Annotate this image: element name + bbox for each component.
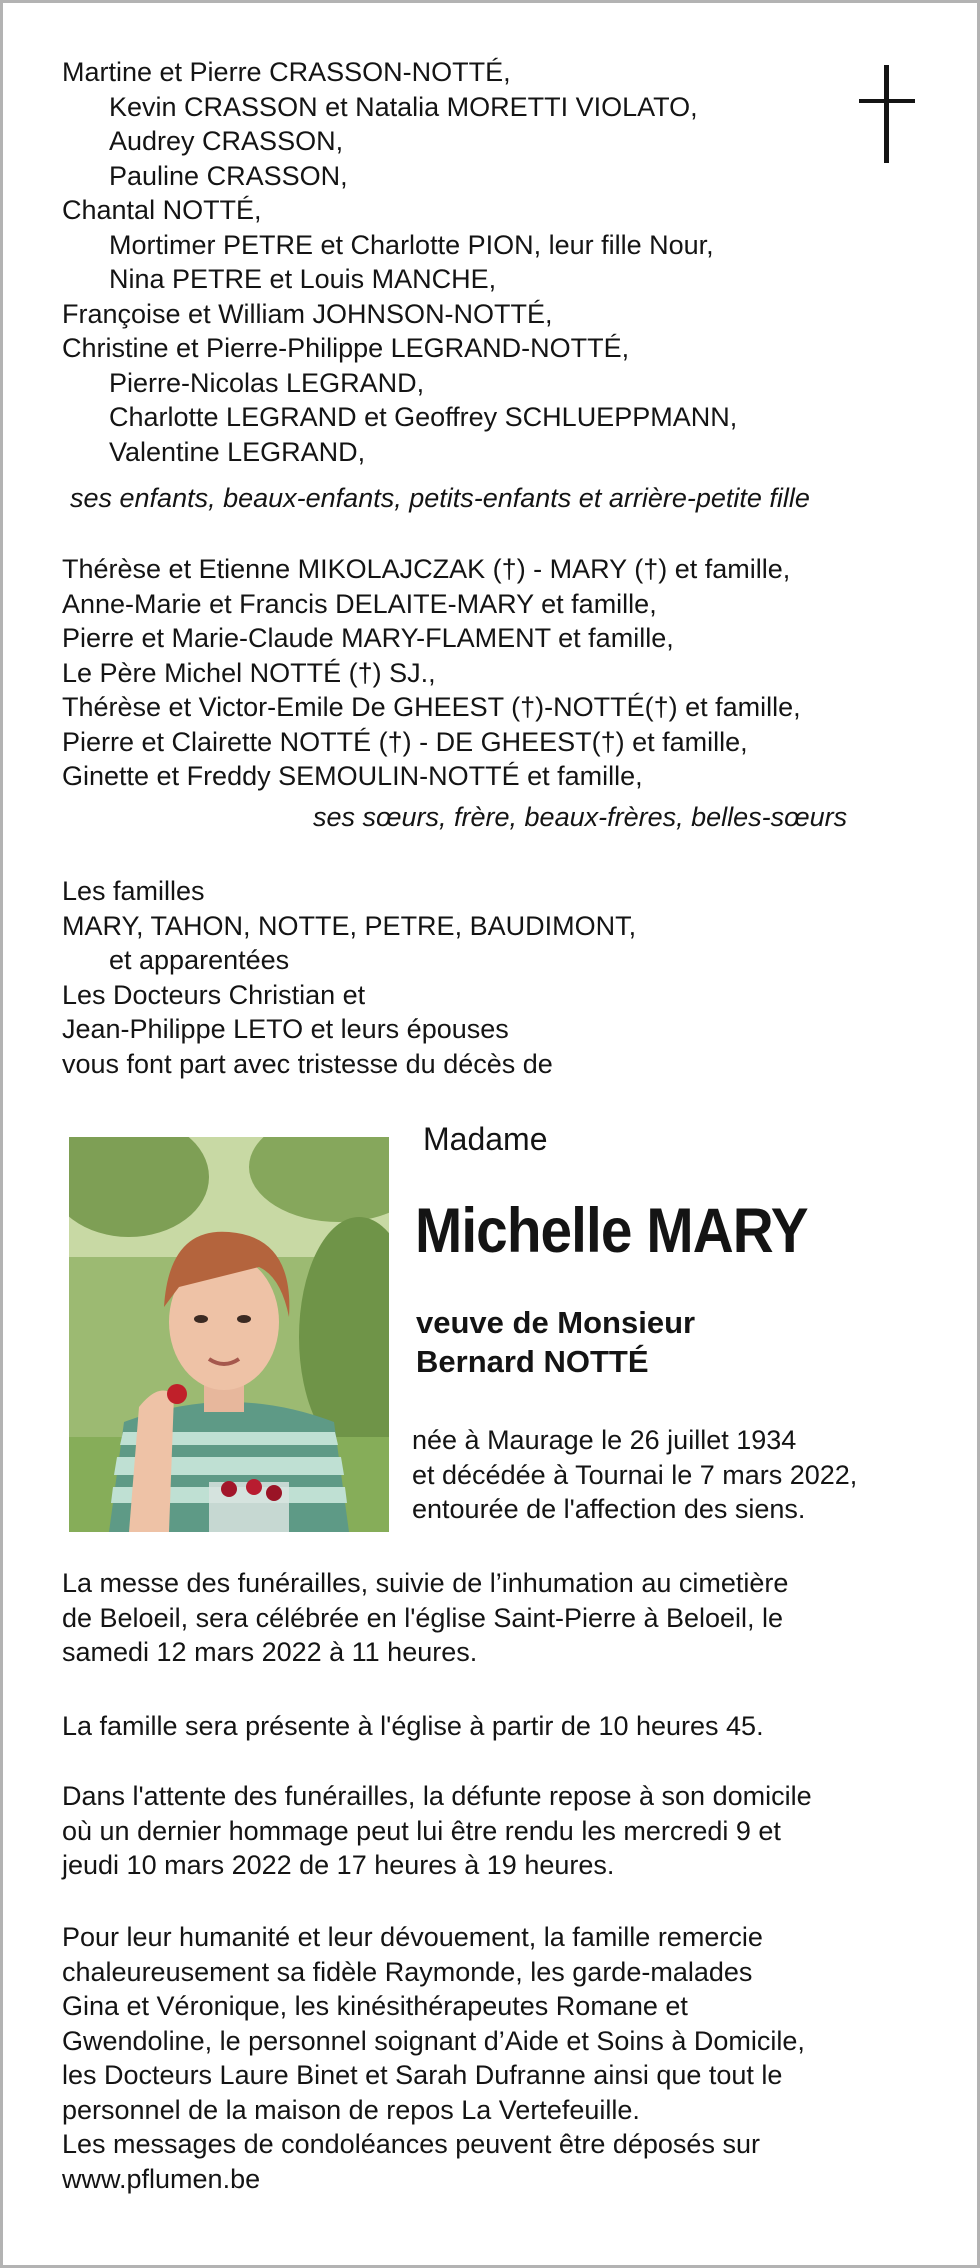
sibling-line: Anne-Marie et Francis DELAITE-MARY et famille, xyxy=(62,588,657,619)
other-line: MARY, TAHON, NOTTE, PETRE, BAUDIMONT, xyxy=(62,910,637,941)
presence-paragraph: La famille sera présente à l'église à partir de 10 heures 45. xyxy=(62,1711,764,1741)
other-relatives xyxy=(62,874,636,1081)
thanks-line: Gina et Véronique, les kinésithérapeutes Romane et xyxy=(62,1991,688,2021)
family-caption: ses enfants, beaux-enfants, petits-enfants et arrière-petite fille xyxy=(70,483,810,513)
sibling-line: Thérèse et Etienne MIKOLAJCZAK (†) - MARY (†) et famille, xyxy=(62,554,791,584)
visitation-line: où un dernier hommage peut lui être rendu les mercredi 9 et xyxy=(62,1815,781,1846)
deceased-title: Madame xyxy=(423,1121,548,1157)
funeral-line: de Beloeil, sera célébrée en l'église Saint-Pierre à Beloeil, le xyxy=(62,1602,784,1633)
family-line: Audrey CRASSON, xyxy=(109,126,344,156)
family-line: Chantal NOTTÉ, xyxy=(62,195,262,225)
deceased-name: Michelle MARY xyxy=(415,1196,808,1266)
thanks-line: les Docteurs Laure Binet et Sarah Dufranne ainsi que tout le xyxy=(62,2060,783,2090)
family-line: Kevin CRASSON et Natalia MORETTI VIOLATO, xyxy=(109,91,698,122)
visitation-line: jeudi 10 mars 2022 de 17 heures à 19 heures. xyxy=(62,1850,615,1880)
website-link[interactable]: www.pflumen.be xyxy=(62,2163,261,2194)
thanks-line: Les messages de condoléances peuvent être déposés sur xyxy=(62,2129,760,2159)
family-line: Nina PETRE et Louis MANCHE, xyxy=(109,264,497,294)
widow-line: Bernard NOTTÉ xyxy=(416,1344,649,1379)
family-line: Françoise et William JOHNSON-NOTTÉ, xyxy=(62,298,553,329)
family-line: Pauline CRASSON, xyxy=(109,160,348,191)
widow-of xyxy=(416,1303,695,1381)
sibling-line: Thérèse et Victor-Emile De GHEEST (†)-NOTTÉ(†) et famille, xyxy=(62,692,801,722)
portrait-photo xyxy=(69,1137,389,1532)
thanks-line: Gwendoline, le personnel soignant d’Aide et Soins à Domicile, xyxy=(62,2025,805,2056)
detail-line: et décédée à Tournai le 7 mars 2022, xyxy=(412,1459,858,1490)
sibling-line: Pierre et Clairette NOTTÉ (†) - DE GHEEST(†) et famille, xyxy=(62,726,748,757)
detail-line: née à Maurage le 26 juillet 1934 xyxy=(412,1425,797,1455)
visitation-line: Dans l'attente des funérailles, la défunte repose à son domicile xyxy=(62,1781,812,1811)
family-list xyxy=(62,55,737,469)
thanks-line: personnel de la maison de repos La Vertefeuille. xyxy=(62,2094,640,2125)
visitation-paragraph xyxy=(62,1779,812,1883)
family-line: Valentine LEGRAND, xyxy=(109,436,366,467)
thanks-paragraph xyxy=(62,1920,805,2196)
cross-icon xyxy=(859,65,915,163)
family-line: Pierre-Nicolas LEGRAND, xyxy=(109,367,425,398)
funeral-paragraph xyxy=(62,1566,788,1670)
siblings-caption: ses sœurs, frère, beaux-frères, belles-sœurs xyxy=(313,802,848,832)
other-line: Les familles xyxy=(62,876,205,906)
siblings-list xyxy=(62,552,801,794)
funeral-line: La messe des funérailles, suivie de l’inhumation au cimetière xyxy=(62,1568,789,1598)
sibling-line: Ginette et Freddy SEMOULIN-NOTTÉ et famille, xyxy=(62,761,643,791)
family-line: Mortimer PETRE et Charlotte PION, leur fille Nour, xyxy=(109,229,714,260)
detail-line: entourée de l'affection des siens. xyxy=(412,1494,806,1524)
other-line: Jean-Philippe LETO et leurs épouses xyxy=(62,1014,509,1044)
family-line: Christine et Pierre-Philippe LEGRAND-NOTTÉ, xyxy=(62,333,630,363)
thanks-line: chaleureusement sa fidèle Raymonde, les garde-malades xyxy=(62,1956,753,1987)
other-line: Les Docteurs Christian et xyxy=(62,979,366,1010)
birth-death-details xyxy=(412,1423,857,1527)
widow-line: veuve de Monsieur xyxy=(416,1305,696,1340)
sibling-line: Pierre et Marie-Claude MARY-FLAMENT et famille, xyxy=(62,623,674,653)
other-line: vous font part avec tristesse du décès de xyxy=(62,1048,553,1079)
other-line: et apparentées xyxy=(109,945,290,975)
family-line: Martine et Pierre CRASSON-NOTTÉ, xyxy=(62,57,511,87)
thanks-line: Pour leur humanité et leur dévouement, la famille remercie xyxy=(62,1922,763,1952)
family-line: Charlotte LEGRAND et Geoffrey SCHLUEPPMANN, xyxy=(109,402,738,432)
sibling-line: Le Père Michel NOTTÉ (†) SJ., xyxy=(62,657,436,688)
funeral-line: samedi 12 mars 2022 à 11 heures. xyxy=(62,1637,478,1667)
